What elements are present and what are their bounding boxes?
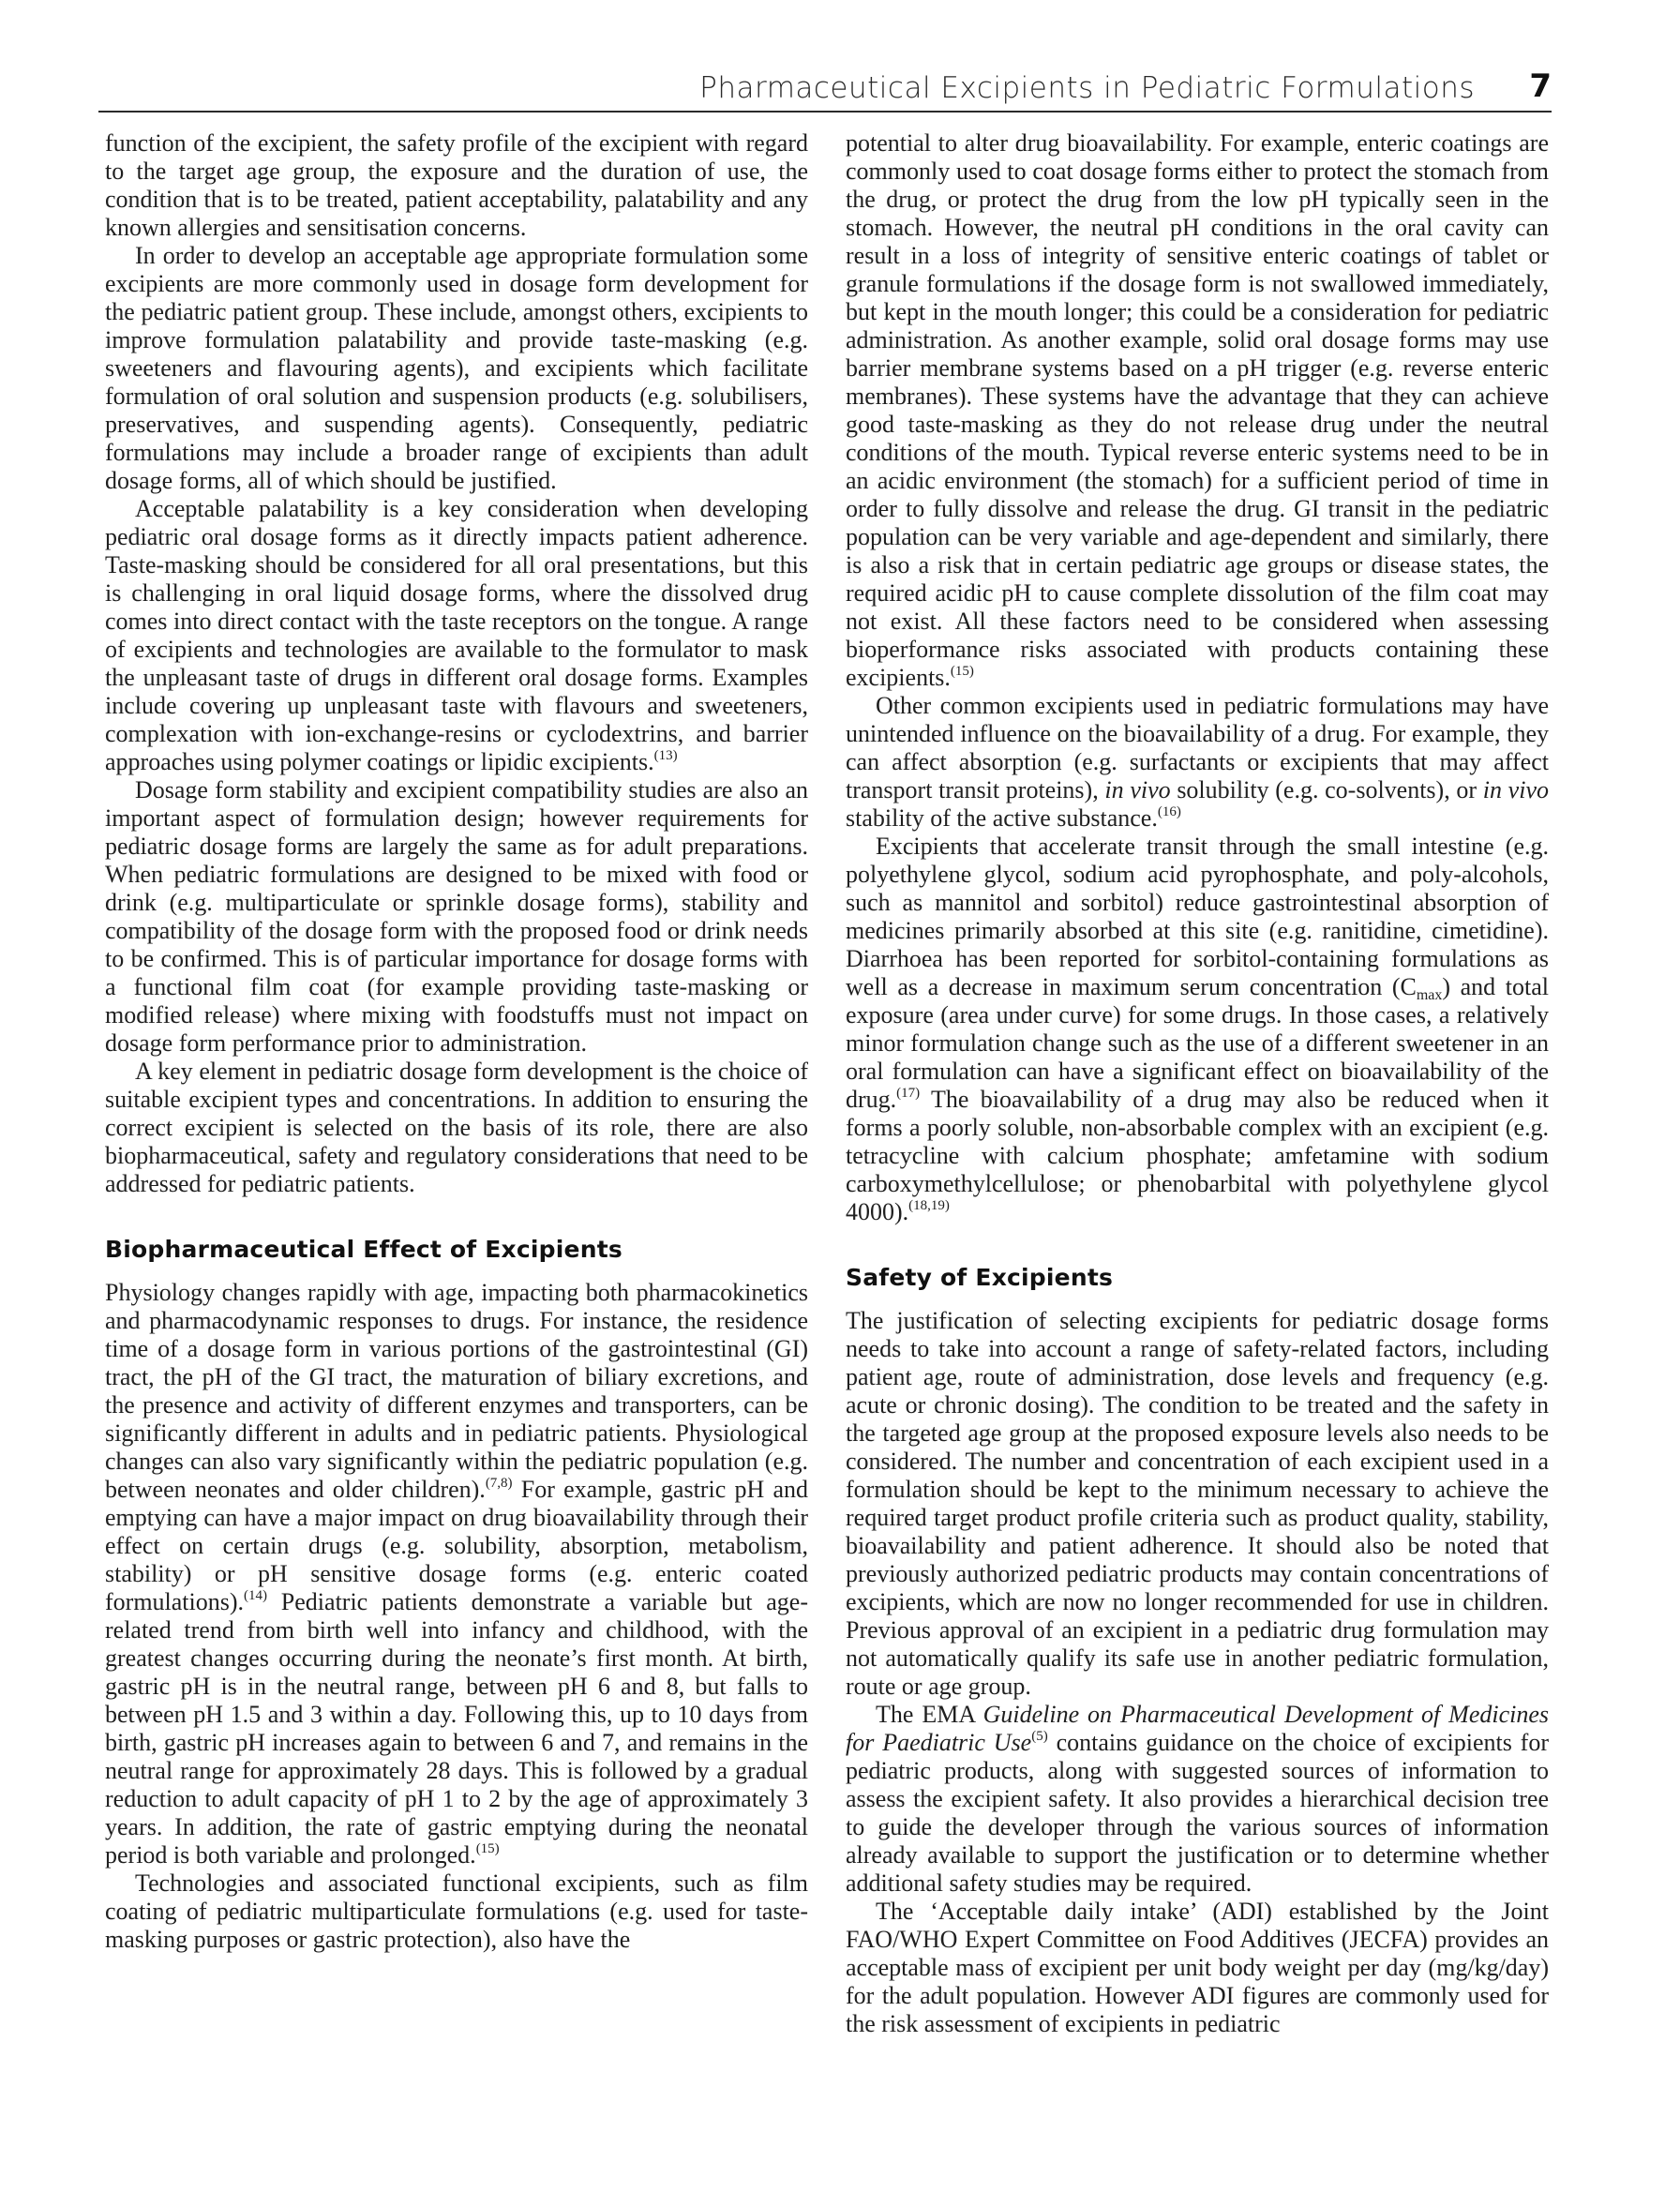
citation: (5) <box>1031 1729 1048 1744</box>
running-header <box>98 68 1552 113</box>
paragraph: In order to develop an acceptable age appropriate formulation some excipients are more commonly used in dosage form development for the pediatric patient group. These include, amongst others, excipients to improve formulation palatability and provide taste-masking (e.g. sweeteners and flavouring agents), and excipients which facilitate formulation of oral solution and suspension products (e.g. solubilisers, preservatives, and suspending agents). Consequently, pediatric formulations may include a broader range of excipients than adult dosage forms, all of which should be justified. <box>105 242 808 494</box>
citation: (7,8) <box>485 1476 513 1491</box>
paragraph: function of the excipient, the safety profile of the excipient with regard to the target age group, the exposure and the duration of use, the condition that is to be treated, patient acceptability, palatability and any known allergies and sensitisation concerns. <box>105 129 808 241</box>
paragraph: Acceptable palatability is a key consideration when developing pediatric oral dosage forms as it directly impacts patient adherence. Taste-masking should be considered for all oral presentations, but this is challenging in oral liquid dosage forms, where the dissolved drug comes into direct contact with the taste receptors on the tongue. A range of excipients and technologies are available to the formulator to mask the unpleasant taste of drugs in different oral dosage forms. Examples include covering up unpleasant taste with flavours and sweeteners, complexation with ion-exchange-resins or cyclodextrins, and barrier approaches using polymer coatings or lipidic excipients.$^{(13)}$ <box>105 495 808 775</box>
paragraph: Excipients that accelerate transit through the small intestine (e.g. polyethylene glycol, sodium acid pyrophosphate, and poly-alcohols, such as mannitol and sorbitol) reduce gastrointestinal absorption of medicines primarily absorbed at this site (e.g. ranitidine, cimetidine). Diarrhoea has been reported for sorbitol-containing formulations as well as a decrease in maximum serum concentration $(C_{max})$ and total exposure (area under curve) for some drugs. In those cases, a relatively minor formulation change such as the use of a different sweetener in an oral formulation can have a significant effect on bioavailability of the drug.$^{(17)}$ The bioavailability of a drug may also be reduced when it forms a poorly soluble, non-absorbable complex with an excipient (e.g. tetracycline with calcium phosphate; amfetamine with sodium carboxymethylcellulose; or phenobarbital with polyethylene glycol 4000).$^{(18,19)}$ <box>846 833 1549 1225</box>
citation: (18,19) <box>908 1198 950 1213</box>
page-number: 7 <box>1529 68 1552 105</box>
paragraph: Physiology changes rapidly with age, impacting both pharmacokinetics and pharmacodynamic responses to drugs. For instance, the residence time of a dosage form in various portions of the gastrointestinal (GI) tract, the pH of the GI tract, the maturation of biliary excretions, and the presence and activity of different enzymes and transporters, can be significantly different in adults and in pediatric patients. Physiological changes can also vary significantly within the pediatric population (e.g. between neonates and older children).$^{(7,8)}$ For example, gastric pH and emptying can have a major impact on drug bioavailability through their effect on certain drugs (e.g. solubility, absorption, metabolism, stability) or pH sensitive dosage forms (e.g. enteric coated formulations).$^{(14)}$ Pediatric patients demonstrate a variable but age-related trend from birth well into infancy and childhood, with the greatest changes occurring during the neonate’s first month. At birth, gastric pH is in the neutral range, between pH 6 and 8, but falls to between pH 1.5 and 3 within a day. Following this, up to 10 days from birth, gastric pH increases again to between 6 and 7, and remains in the neutral range for approximately 28 days. This is followed by a gradual reduction to adult capacity of pH 1 to 2 by the age of approximately 3 years. In addition, the rate of gastric emptying during the neonatal period is both variable and prolonged.$^{(15)}$ <box>105 1279 809 1869</box>
citation: (16) <box>1157 804 1181 819</box>
running-title: Pharmaceutical Excipients in Pediatric Formulations <box>699 71 1475 105</box>
paragraph: Technologies and associated functional excipients, such as film coating of pediatric multiparticulate formulations (e.g. used for taste-masking purposes or gastric protection), also have the <box>105 1869 808 1953</box>
citation: (13) <box>653 748 678 763</box>
citation: (15) <box>475 1841 500 1856</box>
left-column <box>105 129 808 1954</box>
paragraph: potential to alter drug bioavailability. For example, enteric coatings are commonly used to coat dosage forms either to protect the stomach from the drug, or protect the drug from the low pH typically seen in the stomach. However, the neutral pH conditions in the oral cavity can result in a loss of integrity of sensitive enteric coatings of tablet or granule formulations if the dosage form is not swallowed immediately, but kept in the mouth longer; this could be a consideration for pediatric administration. As another example, solid oral dosage forms may use barrier membrane systems based on a pH trigger (e.g. reverse enteric membranes). These systems have the advantage that they can achieve good taste-masking as they do not release drug under the neutral conditions of the mouth. Typical reverse enteric systems need to be in an acidic environment (the stomach) for a sufficient period of time in order to fully dissolve and release the drug. GI transit in the pediatric population can be very variable and age-dependent and similarly, there is also a risk that in certain pediatric age groups or disease states, the required acidic pH to cause complete dissolution of the film coat may not exist. All these factors need to be considered when assessing bioperformance risks associated with products containing these excipients.$^{(15)}$ <box>846 129 1549 691</box>
paragraph: The justification of selecting excipients for pediatric dosage forms needs to take into account a range of safety-related factors, including patient age, route of administration, dose levels and frequency (e.g. acute or chronic dosing). The condition to be treated and the safety in the targeted age group at the proposed exposure levels also needs to be considered. The number and concentration of each excipient used in a formulation should be kept to the minimum necessary to achieve the required target product profile criteria such as product quality, stability, bioavailability and patient adherence. It should also be noted that previously authorized pediatric products may contain concentrations of excipients, which are now no longer recommended for use in children. Previous approval of an excipient in a pediatric drug formulation may not automatically qualify its safe use in another pediatric formulation, route or age group. <box>846 1307 1549 1700</box>
right-column <box>846 129 1549 2038</box>
section-heading-biopharmaceutical: Biopharmaceutical Effect of Excipients <box>105 1236 622 1263</box>
paragraph: A key element in pediatric dosage form development is the choice of suitable excipient types and concentrations. In addition to ensuring the correct excipient is selected on the basis of its role, there are also biopharmaceutical, safety and regulatory considerations that need to be addressed for pediatric patients. <box>105 1058 808 1197</box>
citation: (14) <box>244 1588 268 1603</box>
citation: (17) <box>896 1086 921 1101</box>
citation: (15) <box>950 664 974 679</box>
paragraph: Other common excipients used in pediatric formulations may have unintended influence on the bioavailability of a drug. For example, they can affect absorption (e.g. surfactants or excipients that may affect transport transit proteins), in vivo solubility (e.g. co-solvents), or in vivo stability of the active substance.$^{(16)}$ <box>846 692 1549 832</box>
section-heading-safety: Safety of Excipients <box>846 1264 1114 1291</box>
paragraph: The ‘Acceptable daily intake’ (ADI) established by the Joint FAO/WHO Expert Committee on Food Additives (JECFA) provides an acceptable mass of excipient per unit body weight per day (mg/kg/day) for the adult population. However ADI figures are commonly used for the risk assessment of excipients in pediatric <box>846 1898 1549 2037</box>
paragraph: Dosage form stability and excipient compatibility studies are also an important aspect of formulation design; however requirements for pediatric dosage forms are largely the same as for adult preparations. When pediatric formulations are designed to be mixed with food or drink (e.g. multiparticulate or sprinkle dosage forms), stability and compatibility of the dosage form with the proposed food or drink needs to be confirmed. This is of particular importance for dosage forms with a functional film coat (for example providing taste-masking or modified release) where mixing with foodstuffs must not impact on dosage form performance prior to administration. <box>105 776 808 1057</box>
paragraph: The EMA Guideline on Pharmaceutical Development of Medicines for Paediatric Use$^{(5)}$ contains guidance on the choice of excipients for pediatric products, along with suggested sources of information to assess the excipient safety. It also provides a hierarchical decision tree to guide the developer through the various sources of information already available to support the justification or to determine whether additional safety studies may be required. <box>846 1701 1550 1897</box>
subscript: max <box>1416 987 1443 1003</box>
